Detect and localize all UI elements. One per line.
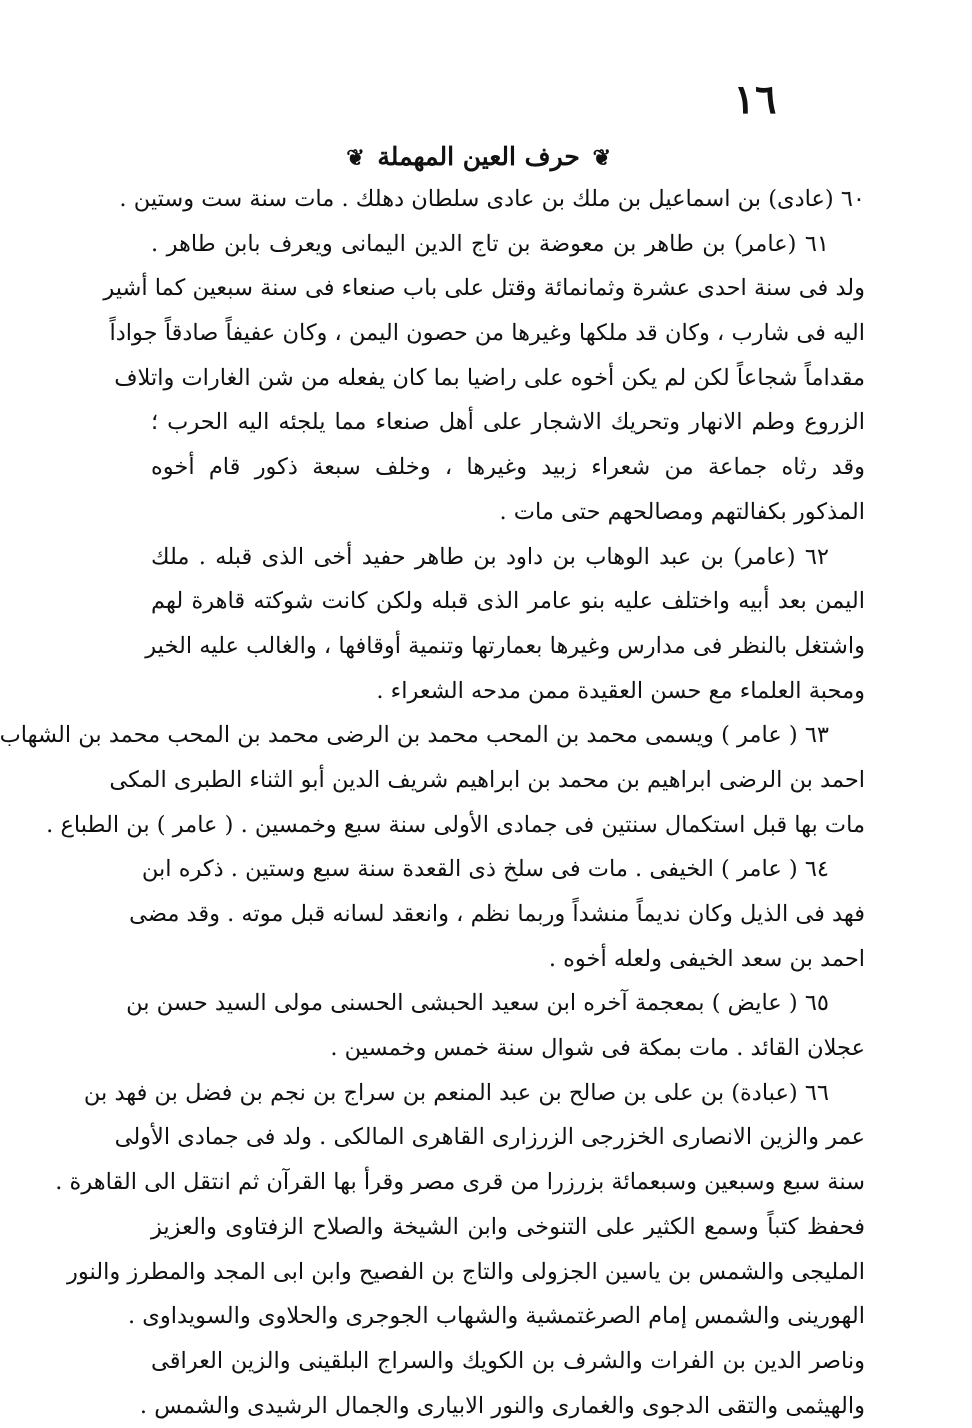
- text-line: مات بها قبل استكمال سنتين فى جمادى الأولى سنة سبع وخمسين . ( عامر ) بن الطباع .: [46, 811, 865, 838]
- text-line: عمر والزين الانصارى الخزرجى الزرزارى القاهرى المالكى . ولد فى جمادى الأولى: [114, 1124, 865, 1151]
- text-line: سنة سبع وسبعين وسبعمائة بزرزرا من قرى مصر وقرأ بها القرآن ثم انتقل الى القاهرة .: [55, 1169, 865, 1196]
- text-line: عجلان القائد . مات بمكة فى شوال سنة خمس وخمسين .: [330, 1035, 865, 1062]
- text-line: والهيثمى والتقى الدجوى والغمارى والنور الابيارى والجمال الرشيدى والشمس .: [139, 1392, 865, 1419]
- text-line: ٦٠ (عادى) بن اسماعيل بن ملك بن عادى سلطان دهلك . مات سنة ست وستين .: [119, 186, 865, 212]
- text-line: ومحبة العلماء مع حسن العقيدة ممن مدحه الشعراء .: [376, 677, 865, 704]
- text-line: فهد فى الذيل وكان نديماً منشداً وربما نظم ، وانعقد لسانه قبل موته . وقد مضى: [129, 901, 865, 927]
- text-line: ولد فى سنة احدى عشرة وثمانمائة وقتل على باب صنعاء فى سنة سبعين كما أشير: [103, 275, 865, 302]
- chapter-heading-text: حرف العين المهملة: [377, 142, 580, 171]
- text-line: اليمن بعد أبيه واختلف عليه بنو عامر الذى قبله ولكن كانت شوكته قاهرة لهم: [151, 588, 865, 615]
- text-line: ٦٢ (عامر) بن عبد الوهاب بن داود بن طاهر حفيد أخى الذى قبله . ملك: [151, 543, 829, 570]
- text-line: الهورينى والشمس إمام الصرغتمشية والشهاب الجوجرى والحلاوى والسويداوى .: [128, 1303, 865, 1330]
- text-line: احمد بن الرضى ابراهيم بن محمد بن ابراهيم شريف الدين أبو الثناء الطبرى المكى: [109, 766, 865, 793]
- text-line: المليجى والشمس بن ياسين الجزولى والتاج بن الفصيح وابن ابى المجد والمطرز والنور: [66, 1258, 865, 1285]
- text-line: ٦٣ ( عامر ) ويسمى محمد بن المحب محمد بن الرضى محمد بن المحب محمد بن الشهاب: [0, 722, 829, 749]
- text-line: المذكور بكفالتهم ومصالحهم حتى مات .: [499, 498, 865, 525]
- text-line: مقداماً شجاعاً لكن لم يكن أخوه على راضيا بما كان يفعله من شن الغارات واتلاف: [114, 364, 865, 391]
- ornament-right-icon: ❦: [592, 145, 611, 171]
- text-line: ٦٥ ( عايض ) بمعجمة آخره ابن سعيد الحبشى الحسنى مولى السيد حسن بن: [126, 990, 829, 1017]
- text-line: واشتغل بالنظر فى مدارس وغيرها بعمارتها وتنمية أوقافها ، والغالب عليه الخير: [145, 632, 865, 659]
- text-line: احمد بن سعد الخيفى ولعله أخوه .: [548, 945, 865, 972]
- body-text: [0, 177, 865, 1428]
- text-line: فحفظ كتباً وسمع الكثير على التنوخى وابن الشيخة والصلاح الزفتاوى والعزيز: [151, 1213, 865, 1240]
- text-line: ٦٤ ( عامر ) الخيفى . مات فى سلخ ذى القعدة سنة سبع وستين . ذكره ابن: [141, 856, 829, 883]
- text-line: اليه فى شارب ، وكان قد ملكها وغيرها من حصون اليمن ، وكان عفيفاً صادقاً جواداً: [109, 320, 865, 347]
- text-line: الزروع وطم الانهار وتحريك الاشجار على أهل صنعاء مما يلجئه اليه الحرب ؛: [151, 409, 865, 436]
- text-line: وقد رثاه جماعة من شعراء زبيد وغيرها ، وخلف سبعة ذكور قام أخوه: [151, 454, 865, 481]
- page-number: ١٦: [733, 76, 777, 123]
- chapter-heading: [346, 140, 615, 174]
- text-line: وناصر الدين بن الفرات والشرف بن الكويك والسراج البلقينى والزين العراقى: [151, 1347, 865, 1374]
- text-line: ٦١ (عامر) بن طاهر بن معوضة بن تاج الدين اليمانى ويعرف بابن طاهر .: [151, 230, 829, 257]
- text-line: ٦٦ (عبادة) بن على بن صالح بن عبد المنعم بن سراج بن نجم بن فضل بن فهد بن: [83, 1079, 829, 1106]
- ornament-left-icon: ❦: [346, 145, 365, 171]
